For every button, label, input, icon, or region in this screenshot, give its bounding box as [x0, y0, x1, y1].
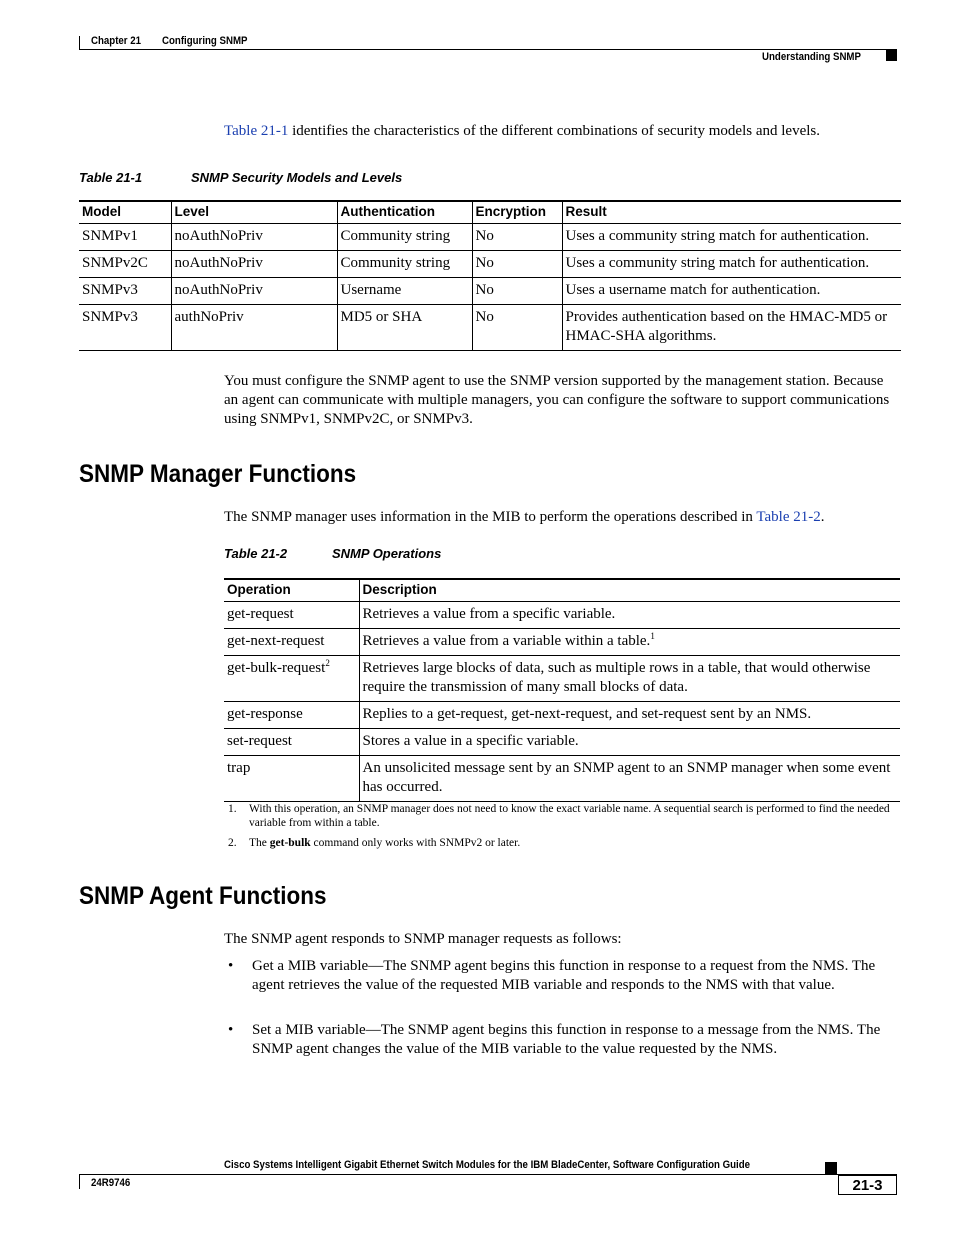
- col-header-result: Result: [562, 201, 901, 224]
- cell-description: Stores a value in a specific variable.: [359, 729, 900, 756]
- snmp-operations-table: [224, 578, 900, 802]
- col-header-encryption: Encryption: [472, 201, 562, 224]
- cell-description: Replies to a get-request, get-next-request, and set-request sent by an NMS.: [359, 702, 900, 729]
- table-row: [79, 251, 901, 278]
- table-21-2-link[interactable]: Table 21-2: [756, 509, 821, 525]
- cell-operation: get-bulk-request$^2$: [224, 656, 359, 702]
- cell-level: noAuthNoPriv: [171, 251, 337, 278]
- table-row: [79, 224, 901, 251]
- cell-model: SNMPv1: [79, 224, 171, 251]
- table-row: [224, 702, 900, 729]
- header-left-rule: [79, 36, 80, 50]
- table2-caption-number: Table 21-2: [224, 546, 288, 561]
- footnote-2: 2. The get-bulk command only works with SNMPv2 or later.: [228, 837, 521, 849]
- cell-operation: trap: [224, 756, 359, 802]
- table-row: [224, 602, 900, 629]
- cell-operation: get-next-request: [224, 629, 359, 656]
- table-row: [79, 305, 901, 351]
- footnote-1: 1. With this operation, an SNMP manager does not need to know the exact variable name. A sequential search is performed to find the needed variable from within a table.: [228, 803, 890, 829]
- header-chapter-title: Configuring SNMP: [162, 35, 248, 47]
- table-row: [224, 756, 900, 802]
- cell-model: SNMPv3: [79, 305, 171, 351]
- cell-result: Uses a username match for authentication.: [562, 278, 901, 305]
- cell-authentication: Community string: [337, 251, 472, 278]
- table-row: [224, 729, 900, 756]
- footnote-ref-2: 2: [325, 658, 330, 668]
- cell-authentication: Username: [337, 278, 472, 305]
- table-header-row: [224, 579, 900, 602]
- cell-level: noAuthNoPriv: [171, 278, 337, 305]
- cell-authentication: MD5 or SHA: [337, 305, 472, 351]
- security-models-table: [79, 200, 901, 351]
- cell-operation: get-response: [224, 702, 359, 729]
- cell-description: Retrieves large blocks of data, such as multiple rows in a table, that would otherwise require the transmission of many small blocks of data.: [359, 656, 900, 702]
- header-marker-block: [886, 50, 897, 61]
- header-rule: [79, 49, 897, 50]
- cell-result: Provides authentication based on the HMAC-MD5 or HMAC-SHA algorithms.: [562, 305, 901, 351]
- cell-model: SNMPv3: [79, 278, 171, 305]
- agent-bullet-get: • Get a MIB variable—The SNMP agent begins this function in response to a request from the NMS. The agent retrieves the value of the requested MIB variable and responds to the NMS with that value.: [228, 958, 876, 993]
- cell-authentication: Community string: [337, 224, 472, 251]
- table-header-row: [79, 201, 901, 224]
- table1-caption-number: Table 21-1: [79, 170, 143, 185]
- cell-operation: set-request: [224, 729, 359, 756]
- footnote-ref-1: 1: [650, 631, 655, 641]
- table1-caption-title: SNMP Security Models and Levels: [191, 170, 403, 185]
- table-row: [224, 656, 900, 702]
- footer-doc-number: 24R9746: [91, 1177, 131, 1189]
- cell-operation: get-request: [224, 602, 359, 629]
- table-row: [224, 629, 900, 656]
- bullet-icon: •: [228, 1022, 234, 1038]
- cell-encryption: No: [472, 251, 562, 278]
- manager-paragraph: The SNMP manager uses information in the MIB to perform the operations described in Table 21-2.: [224, 509, 825, 525]
- col-header-description: Description: [359, 579, 900, 602]
- col-header-authentication: Authentication: [337, 201, 472, 224]
- footer-title: Cisco Systems Intelligent Gigabit Ethernet Switch Modules for the IBM BladeCenter, Software Configuration Guide: [224, 1159, 751, 1171]
- page-number: 21-3: [838, 1175, 897, 1195]
- table2-caption-title: SNMP Operations: [332, 546, 442, 561]
- cell-result: Uses a community string match for authentication.: [562, 224, 901, 251]
- agent-heading: SNMP Agent Functions: [79, 882, 327, 910]
- header-section: Understanding SNMP: [762, 51, 861, 63]
- footer-marker-block: [825, 1162, 837, 1174]
- table-21-1-link[interactable]: Table 21-1: [224, 123, 289, 139]
- cell-level: noAuthNoPriv: [171, 224, 337, 251]
- cell-description: Retrieves a value from a variable within a table.$^1$: [359, 629, 900, 656]
- table-row: [79, 278, 901, 305]
- cell-description: Retrieves a value from a specific variable.: [359, 602, 900, 629]
- cell-description: An unsolicited message sent by an SNMP agent to an SNMP manager when some event has occurred.: [359, 756, 900, 802]
- col-header-operation: Operation: [224, 579, 359, 602]
- manager-heading: SNMP Manager Functions: [79, 460, 357, 488]
- intro-paragraph: Table 21-1 identifies the characteristics of the different combinations of security models and levels.: [224, 123, 820, 139]
- agent-intro: The SNMP agent responds to SNMP manager requests as follows:: [224, 931, 622, 947]
- col-header-model: Model: [79, 201, 171, 224]
- header-chapter: Chapter 21: [91, 35, 142, 47]
- footer-left-rule: [79, 1174, 80, 1189]
- agent-bullet-set: • Set a MIB variable—The SNMP agent begins this function in response to a message from the NMS. The SNMP agent changes the value of the MIB variable to the value requested by the NMS.: [228, 1022, 881, 1057]
- cell-encryption: No: [472, 224, 562, 251]
- col-header-level: Level: [171, 201, 337, 224]
- cell-model: SNMPv2C: [79, 251, 171, 278]
- cell-encryption: No: [472, 305, 562, 351]
- cell-encryption: No: [472, 278, 562, 305]
- bullet-icon: •: [228, 958, 234, 974]
- configure-paragraph: You must configure the SNMP agent to use the SNMP version supported by the management station. Because an agent can communicate with multiple managers, you can configure the software to support communications using SNMPv1, SNMPv2C, or SNMPv3.: [224, 373, 890, 427]
- cell-level: authNoPriv: [171, 305, 337, 351]
- cell-result: Uses a community string match for authentication.: [562, 251, 901, 278]
- footer-rule: [79, 1174, 897, 1175]
